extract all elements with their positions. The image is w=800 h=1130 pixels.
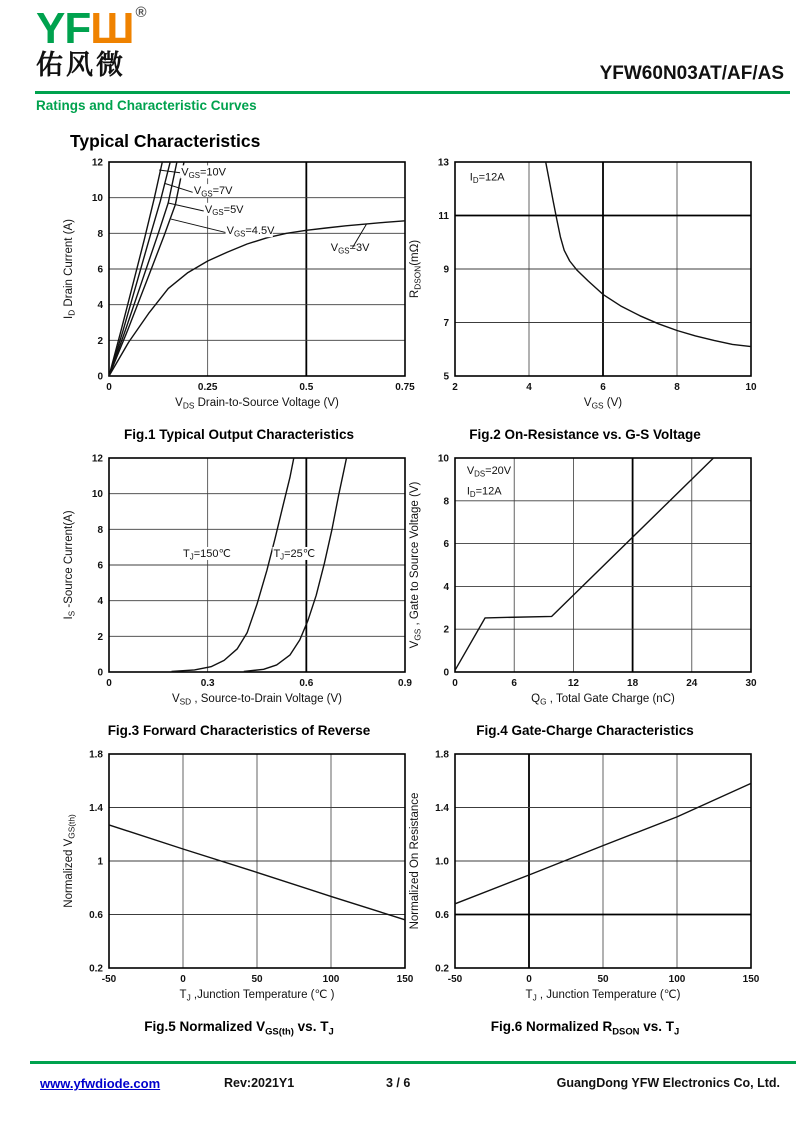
logo-text-yf: YF <box>36 4 91 53</box>
page-title: Typical Characteristics <box>70 131 261 151</box>
x-tick-label: 30 <box>745 678 757 689</box>
fig1-plot <box>59 150 419 422</box>
fig3-annotation: $T_J=25℃$ <box>273 547 316 562</box>
x-tick-label: 50 <box>597 974 609 985</box>
figure-2 <box>405 150 777 446</box>
y-axis-label: Normalized $V_{GS(th)}$ <box>63 814 77 908</box>
x-tick-label: 100 <box>322 974 340 985</box>
figure-5 <box>33 742 414 1038</box>
y-tick-label: 0.2 <box>435 963 449 975</box>
fig5-normalized-vgsth-chart <box>59 742 414 1014</box>
y-tick-label: 2 <box>97 335 103 347</box>
y-tick-label: 1.4 <box>89 803 103 814</box>
fig1-annotation: $V_{GS}=3V$ <box>330 242 370 256</box>
figure-3 <box>33 446 412 742</box>
x-tick-label: 50 <box>251 974 263 985</box>
y-tick-label: 4 <box>443 581 449 593</box>
x-tick-label: 12 <box>567 678 579 689</box>
y-tick-label: 0 <box>97 667 103 679</box>
y-tick-label: 12 <box>91 157 103 169</box>
y-tick-label: 0.2 <box>89 963 103 975</box>
y-tick-label: 1.8 <box>89 749 103 761</box>
x-axis-label: $T_J$ , Junction Temperature (℃) <box>525 989 681 1003</box>
fig6-normalized-rdson-chart <box>405 742 777 1014</box>
y-tick-label: 6 <box>97 560 103 572</box>
y-tick-label: 10 <box>437 453 449 465</box>
fig3-forward-characteristics-chart <box>59 446 412 718</box>
y-tick-label: 0 <box>97 371 103 383</box>
fig1-annotation: $V_{GS}=4.5V$ <box>226 225 275 239</box>
y-tick-label: 0 <box>443 667 449 679</box>
fig5-plot <box>59 742 419 1014</box>
fig1-caption: Fig.1 Typical Output Characteristics <box>123 427 355 442</box>
fig2-curve-rdson-vs-vgs-at-id-12a <box>546 162 751 347</box>
leader-line <box>159 170 180 173</box>
x-tick-label: -50 <box>447 974 463 985</box>
x-tick-label: 100 <box>668 974 686 985</box>
fig1-annotation: $V_{GS}=7V$ <box>193 185 233 199</box>
figure-4 <box>405 446 777 742</box>
y-tick-label: 7 <box>443 318 449 329</box>
logo-chinese-name: 佑风微 <box>36 49 126 80</box>
fig4-caption: Fig.4 Gate-Charge Characteristics <box>476 723 694 738</box>
fig1-annotation: $V_{GS}=5V$ <box>204 203 244 218</box>
x-tick-label: 0 <box>106 678 112 689</box>
y-tick-label: 8 <box>97 524 103 536</box>
fig6-caption: Fig.6 Normalized $R_{DSON}$ vs. $T_J$ <box>490 1019 680 1038</box>
fig4-annotation: $V_{DS}=20V$ <box>466 465 512 479</box>
fig3-plot <box>59 446 419 718</box>
x-tick-label: 10 <box>745 382 757 393</box>
x-tick-label: 0 <box>452 678 458 689</box>
y-axis-label: Normalized On Resistance <box>409 792 421 930</box>
footer-divider <box>30 1061 796 1064</box>
fig2-plot <box>405 150 765 422</box>
x-tick-label: 4 <box>526 382 532 393</box>
y-tick-label: 1.0 <box>435 856 449 868</box>
leader-line <box>171 219 225 232</box>
y-tick-label: 12 <box>91 453 103 465</box>
fig4-gate-charge-chart <box>405 446 777 718</box>
figure-6 <box>405 742 777 1038</box>
y-tick-label: 8 <box>97 228 103 240</box>
x-axis-label: $T_J$ ,Junction Temperature (℃ ) <box>179 989 335 1003</box>
x-tick-label: 24 <box>686 678 698 689</box>
fig3-annotation: $T_J=150℃$ <box>183 547 231 562</box>
y-tick-label: 0.6 <box>435 910 449 921</box>
x-tick-label: 0.6 <box>299 678 314 689</box>
y-axis-label: $R_{DSON}(m\Omega)$ <box>409 239 423 299</box>
x-axis-label: $V_{DS}$ Drain-to-Source Voltage (V) <box>175 397 339 411</box>
x-tick-label: 2 <box>452 382 458 393</box>
y-tick-label: 2 <box>443 624 449 636</box>
x-tick-label: 0.25 <box>197 382 218 393</box>
x-tick-label: -50 <box>101 974 117 985</box>
x-tick-label: 0.5 <box>299 382 314 393</box>
x-tick-label: 0 <box>526 974 532 985</box>
fig3-caption: Fig.3 Forward Characteristics of Reverse <box>107 723 371 738</box>
logo-text-w: Ш <box>90 4 134 53</box>
yfw-logo <box>36 6 146 79</box>
fig4-plot <box>405 446 765 718</box>
page-number: 3 / 6 <box>386 1076 411 1090</box>
x-axis-label: $V_{GS}$ (V) <box>583 397 623 411</box>
y-tick-label: 6 <box>97 264 103 276</box>
x-tick-label: 0.3 <box>200 678 215 689</box>
x-axis-label: $Q_G$ , Total Gate Charge (nC) <box>531 693 675 707</box>
y-tick-label: 11 <box>438 211 449 222</box>
registered-trademark-icon: ® <box>135 4 146 21</box>
x-tick-label: 6 <box>600 382 606 393</box>
y-tick-label: 13 <box>437 157 449 169</box>
fig6-plot <box>405 742 765 1014</box>
header-divider <box>35 91 790 94</box>
y-tick-label: 9 <box>443 264 449 276</box>
y-tick-label: 4 <box>97 596 103 608</box>
x-axis-label: $V_{SD}$ , Source-to-Drain Voltage (V) <box>171 693 343 707</box>
y-tick-label: 2 <box>97 631 103 643</box>
x-tick-label: 8 <box>674 382 680 393</box>
x-tick-label: 150 <box>742 974 760 985</box>
y-tick-label: 6 <box>443 539 449 551</box>
company-name: GuangDong YFW Electronics Co, Ltd. <box>556 1076 780 1090</box>
y-axis-label: $V_{GS}$ , Gate to Source Voltage (V) <box>409 481 423 649</box>
logo-mark <box>36 4 146 53</box>
fig2-annotation: $I_D=12A$ <box>469 171 505 186</box>
y-tick-label: 4 <box>97 300 103 312</box>
y-tick-label: 5 <box>443 371 449 383</box>
fig2-on-resistance-chart <box>405 150 777 422</box>
fig4-annotation: $I_D=12A$ <box>466 485 502 499</box>
x-tick-label: 0.9 <box>398 678 412 689</box>
revision-label: Rev:2021Y1 <box>224 1076 295 1090</box>
y-tick-label: 1 <box>97 856 103 868</box>
y-tick-label: 0.6 <box>89 910 103 921</box>
y-tick-label: 8 <box>443 496 449 508</box>
part-number: YFW60N03AT/AF/AS <box>599 63 784 84</box>
x-tick-label: 0.75 <box>395 382 415 393</box>
x-tick-label: 6 <box>511 678 517 689</box>
y-tick-label: 10 <box>91 489 103 501</box>
fig5-caption: Fig.5 Normalized $V_{GS(th)}$ vs. $T_J$ <box>144 1019 334 1038</box>
x-tick-label: 0 <box>106 382 112 393</box>
y-axis-label: $I_D$ Drain Current (A) <box>63 219 77 319</box>
x-tick-label: 0 <box>180 974 186 985</box>
y-axis-label: $I_S$ -Source Current(A) <box>63 510 77 620</box>
fig1-output-characteristics-chart <box>59 150 415 422</box>
x-tick-label: 150 <box>396 974 414 985</box>
fig2-caption: Fig.2 On-Resistance vs. G-S Voltage <box>469 427 701 442</box>
website-link[interactable]: www.yfwdiode.com <box>40 1076 161 1091</box>
y-tick-label: 10 <box>91 193 103 205</box>
y-tick-label: 1.4 <box>435 803 449 814</box>
x-tick-label: 18 <box>627 678 639 689</box>
fig1-annotation: $V_{GS}=10V$ <box>181 166 226 180</box>
charts-grid <box>33 150 779 1038</box>
section-title: Ratings and Characteristic Curves <box>36 98 257 113</box>
y-tick-label: 1.8 <box>435 749 449 761</box>
figure-1 <box>33 150 415 446</box>
